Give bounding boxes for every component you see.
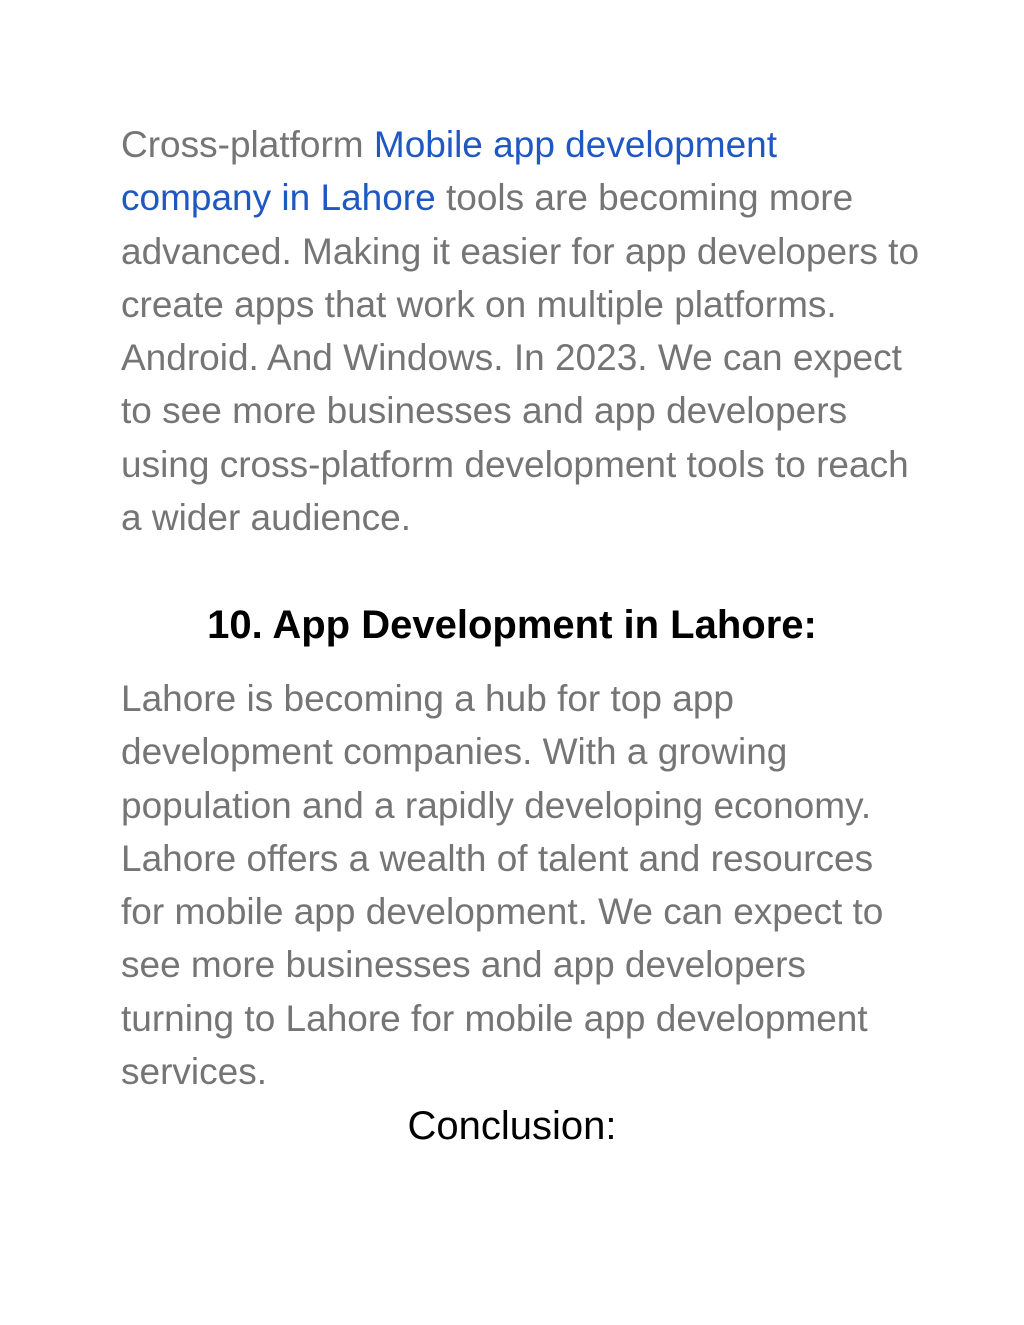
paragraph-lahore-hub: Lahore is becoming a hub for top app development companies. With a growing population and a rapidly developing economy. Lahore offers a wealth of talent and resources for mobile app development. We can expect to see more businesses and app developers turning to Lahore for mobile app development services. <box>121 678 884 1093</box>
mobile-app-development-link[interactable]: Mobile app development company in Lahore <box>121 124 778 219</box>
section-heading-conclusion: Conclusion: <box>407 1104 617 1148</box>
paragraph-lead-text: Cross-platform <box>121 124 374 165</box>
paragraph-cross-platform <box>121 118 921 544</box>
section-heading-app-development: 10. App Development in Lahore: <box>207 603 817 647</box>
paragraph-rest-text: tools are becoming more advanced. Making it easier for app developers to create apps that work on multiple platforms. Android. And Windows. In 2023. We can expect to see more businesses and app developers using cross-platform development tools to reach a wider audience. <box>121 177 920 539</box>
